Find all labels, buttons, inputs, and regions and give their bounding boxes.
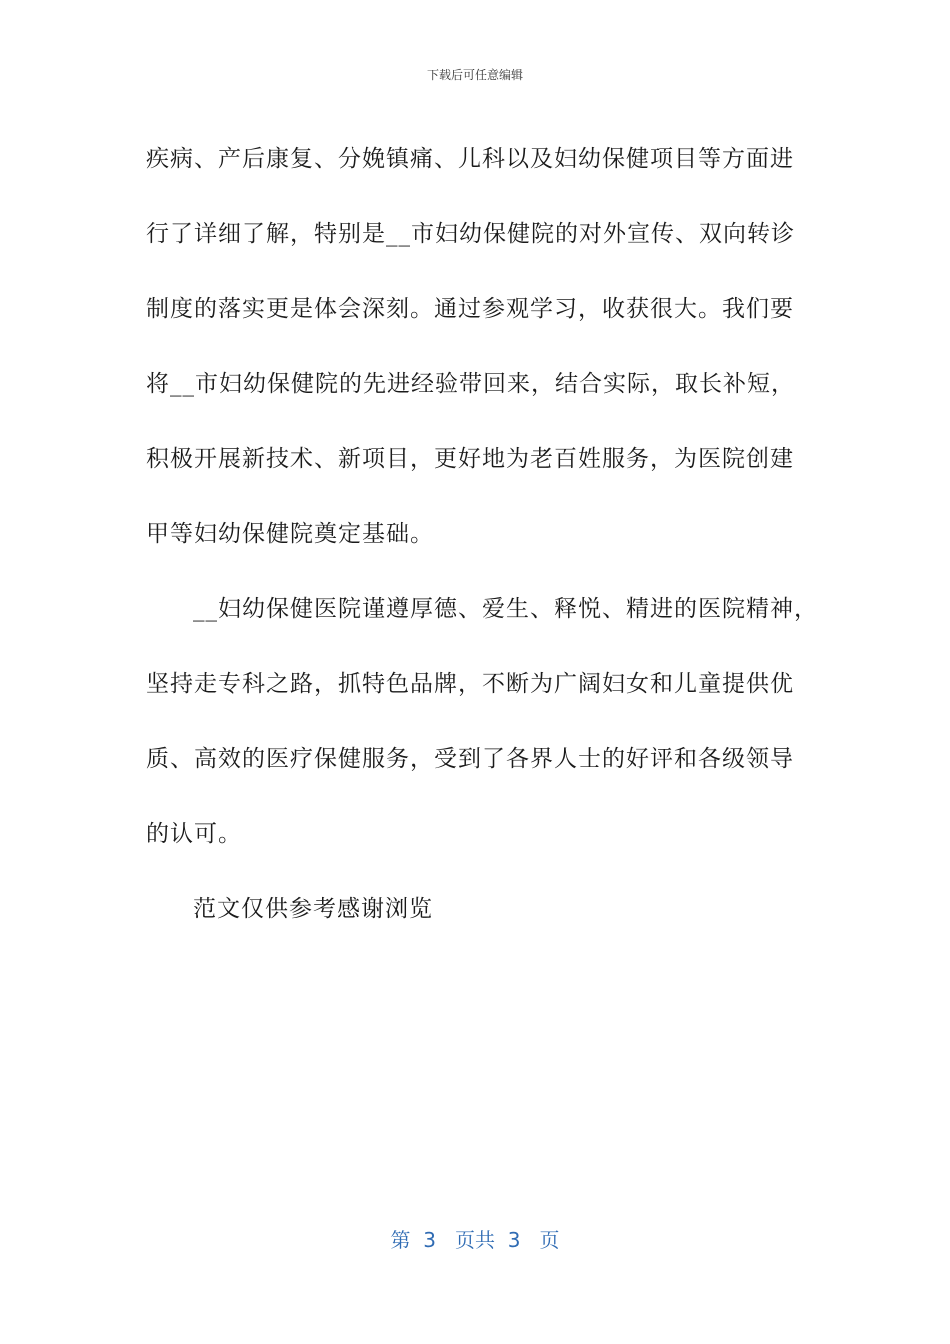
paragraph-line: 疾病、产后康复、分娩镇痛、儿科以及妇幼保健项目等方面进: [146, 146, 794, 172]
paragraph-line: 质、高效的医疗保健服务，受到了各界人士的好评和各级领导: [146, 746, 794, 772]
page-header: 下载后可任意编辑: [426, 68, 523, 82]
document-body: [146, 122, 818, 947]
paragraph-line: 甲等妇幼保健院奠定基础。: [146, 521, 434, 547]
paragraph-line: __妇幼保健医院谨遵厚德、爱生、释悦、精进的医院精神，: [193, 596, 818, 622]
paragraph-line: 制度的落实更是体会深刻。通过参观学习，收获很大。我们要: [146, 296, 794, 322]
closing-note: 范文仅供参考感谢浏览: [193, 896, 433, 922]
page-number-footer: 第 3 页共 3 页: [390, 1228, 560, 1252]
paragraph-line: 行了详细了解，特别是__市妇幼保健院的对外宣传、双向转诊: [146, 221, 795, 247]
paragraph-line: 积极开展新技术、新项目，更好地为老百姓服务，为医院创建: [146, 446, 794, 472]
paragraph-line: 的认可。: [146, 821, 242, 847]
paragraph-line: 坚持走专科之路，抓特色品牌，不断为广阔妇女和儿童提供优: [146, 671, 794, 697]
paragraph-line: 将__市妇幼保健院的先进经验带回来，结合实际，取长补短，: [146, 371, 795, 397]
